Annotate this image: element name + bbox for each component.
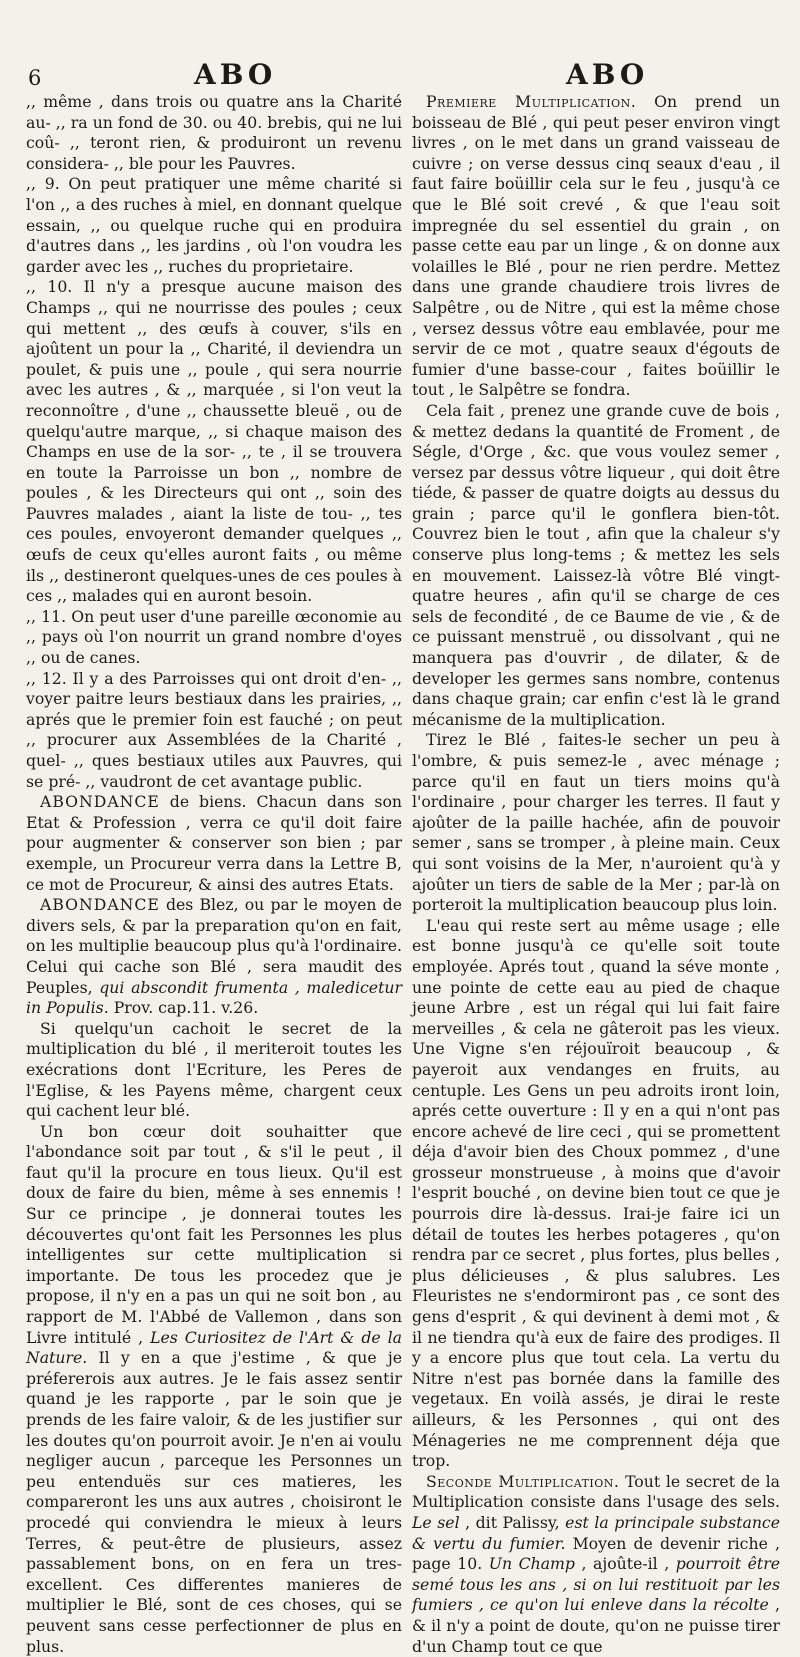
text-run: ,, 12. Il y a des Parroisses qui ont droit d'en- ,, voyer paitre leurs bestiaux dans les prairies, ,, aprés que le premier foin est fauché ; on peut ,, procurer aux Assemblées de la Charité , quel- ,, ques bestiaux utiles aux Pauvres, qui se pré- ,, vaudront de cet avantage public. [26, 668, 402, 791]
paragraph [26, 92, 402, 174]
text-run: ,, 9. On peut pratiquer une même charité si l'on ,, a des ruches à miel, en donnant quelque essain, ,, ou quelque ruche qui en produira d'autres dans ,, les jardins , où l'on voudra les garder avec les ,, ruches du proprietaire. [26, 174, 402, 276]
right-running-head: ABO [566, 58, 649, 91]
text-run: est la principale substance & vertu du fumier. [412, 1512, 781, 1553]
right-text-column [412, 92, 781, 1656]
text-run: Un Champ [488, 1554, 575, 1574]
text-run: Premiere Multiplication. [426, 92, 637, 111]
left-running-head: ABO [194, 58, 277, 91]
paragraph [26, 1019, 402, 1122]
text-run: L'eau qui reste sert au même usage ; elle est bonne jusqu'à ce qu'elle soit toute employée. Aprés tout , quand la séve monte , une pointe de cette eau au pied de chaque jeune Arbre , est un régal qui lui fait faire merveilles , & cela ne gâteroit pas les vieux. Une Vigne s'en réjouïroit beaucoup , & payeroit aux vendanges en fruits, au centuple. Les Gens un peu adroits iront loin, aprés cette ouverture : Il y en a qui n'ont pas encore achevé de lire ceci , qui se promettent déja d'avoir bien des Choux pommez , d'une grosseur monstrueuse , à moins que d'avoir l'esprit bouché , on devine bien tout ce que je pourrois dire là-dessus. Irai-je faire ici un détail de toutes les herbes potageres , qu'on rendra par ce secret , plus fortes, plus belles , plus délicieuses , & plus salubres. Les Fleuristes ne s'endormiront pas , ce sont des gens d'esprit , & qui devinent à demi mot , & il ne tiendra qu'à eux de faire des prodiges. Il y a encore plus que tout cela. La vertu du Nitre n'est pas bornée dans la famille des vegetaux. En voilà assés, je dirai le reste ailleurs, & les Personnes , qui ont des Ménageries ne me comprennent déja que trop. [412, 915, 780, 1471]
text-run: , dit Palissy, [459, 1512, 566, 1532]
text-run: Prov. cap.11. v.26. [108, 998, 259, 1018]
paragraph [412, 1472, 780, 1657]
text-run: ABONDANCE [40, 895, 160, 915]
text-run: Les Curiositez de l'Art & de la Nature. [26, 1327, 403, 1368]
text-run: Seconde Multiplication. [426, 1471, 620, 1491]
text-run: Tout le secret de la Multiplication consiste dans l'usage des sels. [412, 1471, 781, 1512]
text-run: ,, 11. On peut user d'une pareille œconomie au ,, pays où l'on nourrit un grand nombre d'oyes ,, ou de canes. [26, 606, 402, 668]
paragraph [26, 792, 402, 895]
text-run: Un bon cœur doit souhaitter que l'abondance soit par tout , & s'il le peut , il faut qu'il la procure en tous lieux. Qu'il est doux de faire du bien, même à ses ennemis ! Sur ce principe , je donnerai toutes les découvertes qu'ont fait les Personnes les plus intelligentes sur cette multiplication si importante. De tous les procedez que je propose, il n'y en a pas un qui ne soit bon , au rapport de M. l'Abbé de Vallemon , dans son Livre intitulé , [26, 1121, 402, 1347]
paragraph [26, 1122, 402, 1657]
text-run: Moyen de devenir riche , page 10. [412, 1533, 780, 1574]
text-run: Le sel [412, 1512, 460, 1532]
text-run: , ajoûte-il , [574, 1554, 676, 1574]
paragraph [26, 174, 402, 277]
text-run: Cela fait , prenez une grande cuve de bois , & mettez dedans la quantité de Froment , de Ségle, d'Orge , &c. que vous voulez semer , versez par dessus vôtre liqueur , qui doit être tiéde, & passer de quatre doigts au dessus du grain ; parce qu'il le gonflera bien-tôt. Couvrez bien le tout , afin que la chaleur s'y conserve plus long-tems ; & mettez les sels en mouvement. Laissez-là vôtre Blé vingt-quatre heures , afin qu'il se charge de ces sels de fecondité , de ce Baume de vie , & de ce puissant menstruë , ou dissolvant , qui ne manquera pas d'ouvrir , de dilater, & de developer les germes sans nombre, contenus dans chaque grain; car enfin c'est là le grand mécanisme de la multiplication. [412, 400, 780, 729]
page-number: 6 [28, 66, 42, 90]
text-run: pourroit être semé tous les ans , si on lui restituoit par les fumiers , ce qu'on lui enleve dans la récolte [412, 1554, 780, 1615]
paragraph [412, 401, 780, 731]
text-run: Il y en a que j'estime , & que je préfererois aux autres. Je le fais assez sentir quand je les rapporte , par le soin que je prends de les faire valoir, & de les justifier sur les doutes qu'on pourroit avoir. Je n'en ai voulu negliger aucun , parceque les Personnes un peu entenduës sur ces matieres, les compareront les uns aux autres , choisiront le procedé qui conviendra le mieux à leurs Terres, & peut-être de plusieurs, assez passablement bons, on en fera un tres-excellent. Ces differentes manieres de multiplier le Blé, sont de ces choses, qui se peuvent sans cesse perfectionner de plus en plus. [26, 1348, 402, 1656]
paragraph [412, 730, 780, 915]
text-run: ,, même , dans trois ou quatre ans la Charité au- ,, ra un fond de 30. ou 40. brebis, qui ne lui coû- ,, teront rien, & produiront un revenu considera- ,, ble pour les Pauvres. [26, 92, 402, 173]
paragraph [26, 669, 402, 793]
text-run: Tirez le Blé , faites-le secher un peu à l'ombre, & puis semez-le , avec ménage ; parce qu'il en faut un tiers moins qu'à l'ordinaire , pour charger les terres. Il faut y ajoûter de la paille hachée, afin de pouvoir semer , sans se tromper , à pleine main. Ceux qui sont voisins de la Mer, n'auroient qu'à y ajoûter un tiers de sable de la Mer ; par-là on porteroit la multiplication beaucoup plus loin. [412, 730, 780, 915]
text-run: , & il n'y a point de doute, qu'on ne puisse tirer d'un Champ tout ce que [412, 1595, 780, 1656]
paragraph [412, 916, 780, 1472]
text-run: On prend un boisseau de Blé , qui peut peser environ vingt livres , on le met dans un grand vaisseau de cuivre ; on verse dessus cinq seaux d'eau , il faut faire boüillir cela sur le feu , jusqu'à ce que le Blé soit crevé , & que l'eau soit impregnée du sel essentiel du grain , on passe cette eau par un linge , & on donne aux volailles le Blé , pour ne rien perdre. Mettez dans une grande chaudiere trois livres de Salpêtre , ou de Nitre , qui est la même chose , versez dessus vôtre eau emblavée, pour me servir de ce mot , quatre seaux d'égouts de fumier d'une basse-cour , faites boüillir le tout , le Salpêtre se fondra. [412, 92, 780, 400]
text-run: qui abscondit frumenta , maledicetur in Populis. [26, 977, 402, 1018]
paragraph [26, 607, 402, 669]
text-run: Si quelqu'un cachoit le secret de la multiplication du blé , il meriteroit toutes les exécrations dont l'Ecriture, les Peres de l'Eglise, & les Payens même, chargent ceux qui cachent leur blé. [26, 1018, 402, 1121]
paragraph [26, 895, 402, 1019]
paragraph [26, 277, 402, 607]
paragraph [412, 92, 780, 401]
text-run: des Blez, ou par le moyen de divers sels, & par la preparation qu'on en fait, on les multiplie beaucoup plus qu'à l'ordinaire. Celui qui cache son Blé , sera maudit des Peuples, [26, 895, 402, 997]
left-text-column [26, 92, 403, 1656]
text-run: ,, 10. Il n'y a presque aucune maison des Champs ,, qui ne nourrisse des poules ; ceux qui mettent ,, des œufs à couver, s'ils en ajoûtent un pour la ,, Charité, il deviendra un poulet, & puis une ,, poule , qui sera nourrie avec les autres , & ,, marquée , si l'on veut la reconnoître , d'une ,, chaussette bleuë , ou de quelqu'autre marque, ,, si chaque maison des Champs en use de la sor- ,, te , il se trouvera en toute la Parroisse un bon ,, nombre de poules , & les Directeurs qui ont ,, soin des Pauvres malades , aiant la liste de tou- ,, tes ces poules, envoyeront demander quelques ,, œufs de ceux qu'elles auront faits , ou même ils ,, destineront quelques-unes de ces poules à ces ,, malades qui en auront besoin. [26, 277, 402, 606]
text-run: ABONDANCE [40, 792, 160, 812]
text-run: de biens. Chacun dans son Etat & Profession , verra ce qu'il doit faire pour augmenter & conserver son bien ; par exemple, un Procureur verra dans la Lettre B, ce mot de Procureur, & ainsi des autres Etats. [26, 792, 402, 894]
